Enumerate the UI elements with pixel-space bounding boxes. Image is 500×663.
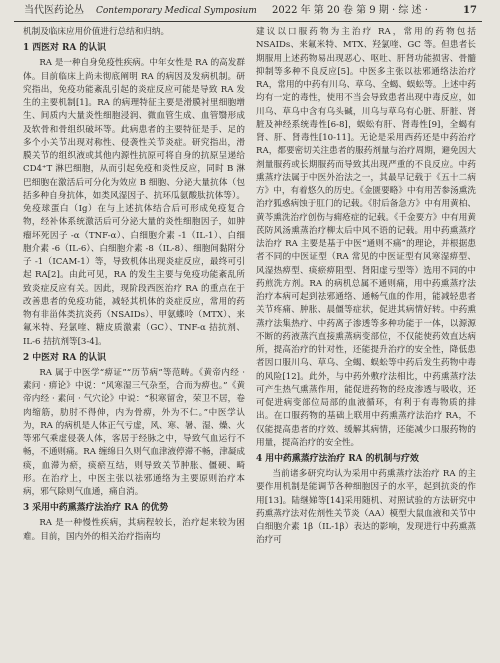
right-column <box>256 26 476 548</box>
journal-name: 当代医药论丛 <box>24 5 84 16</box>
section-4-paragraph: 当前诸多研究均认为采用中药熏蒸疗法治疗 RA 的主要作用机制是能调节各种细胞因子的水平，起到抗炎的作用[13]。陆继娣等[14]采用随机、对照试验的方法研究中药熏蒸疗法对佐剂性关节炎（AA）模型大鼠血液和关节中白细胞介素 1β（IL-1β）表达的影响，发现进行中药熏蒸治疗可 <box>256 469 476 546</box>
page-number: 17 <box>463 5 477 16</box>
section-4-title: 4 用中药熏蒸疗法治疗 RA 的机制与疗效 <box>256 454 419 464</box>
section-1-paragraph: RA 是一种自身免疫性疾病。中年女性是 RA 的高发群体。目前临床上尚未彻底阐明 RA 的病因及发病机制。研究指出，免疫功能紊乱引起的炎症反应可能是导致 RA 发生的主要机制[1]。RA 的病理特征主要是滑膜衬里细胞增生、间质内大量炎性细胞浸润、微血管生成、血管翳形成及软骨和骨组织破坏等。此病患者的主要特征是手、足的多个小关节出现对称性、侵袭性关节炎症。研究指出，滑膜关节的组织液或其他内源性抗原可将自身的抗原呈递给 CD4⁺T 淋巴细胞，从而引起免疫和炎性反应，同时 B 淋巴细胞在激活后可分化为效应 B 细胞、分泌大量抗体（包括多种自身抗体，如类风湿因子、抗环瓜氨酸肽抗体等）。免疫球蛋白（Ig）在与上述抗体结合后可形成免疫复合物，经补体系统激活后可分泌大量的炎性细胞因子，如肿瘤坏死因子 -α（TNF-α）、白细胞介素 -1（IL-1）、白细胞介素 -6（IL-6）、白细胞介素 -8（IL-8）、细胞间黏附分子 -1（ICAM-1）等，导致机体出现炎症反应，最终可引起 RA[2]。由此可见，RA 的发生主要与免疫功能紊乱所致炎症反应有关。因此，现阶段西医治疗 RA 的重点在于改善患者的免疫功能，减轻其机体的炎症反应，常用的药物有非甾体类抗炎药（NSAIDs）、甲氨蝶呤（MTX）、来氟米特、羟氯喹、糖皮质激素（GC）、TNF-α 拮抗剂、IL-6 拮抗剂等[3-4]。 <box>23 58 245 347</box>
section-3-title: 3 采用中药熏蒸疗法治疗 RA 的优势 <box>23 503 169 514</box>
section-2-title: 2 中医对 RA 的认识 <box>23 352 106 363</box>
section-3-continued-paragraph: 建议以口服药物为主治疗 RA，常用的药物包括 NSAIDs、来氟米特、MTX、羟氯喹、GC 等。但患者长期服用上述药物易出现恶心、呕吐、肝肾功能损害、骨髓抑制等多种不良反应[5]。中医多主张以祛邪通络法治疗 RA，常用的中药有川乌、草乌、全蝎、蜈蚣等。上述中药均有一定的毒性，使用不当会导致患者出现中毒反应，如川乌、草乌中含有乌头碱，川乌与草乌有心脏、肝脏、肾脏及神经系统毒性[6-8]，蜈蚣有肝、肾毒性[9]，全蝎有肾、肝、肾毒性[10-11]。无论是采用西药还是中药治疗 RA，都要密切关注患者的服药剂量与治疗周期，避免因大剂量服药或长期服药而导致其出现严重的不良反应。中药熏蒸疗法属于中医外治法之一，其最早记载于《五十二病方》中，有着悠久的历史。《金匮要略》中有用苦参汤熏洗治疗狐惑病蚀于肛门的记载。《肘后备急方》中有用黄柏、黄芩熏洗治疗创伤与痈疮症的记载。《千金要方》中有用黄芪防风汤熏蒸治疗柳太后中风不语的记载。用中药熏蒸疗法治疗 RA 主要是基于中医“通则不痛”的理论，并根据患者不同的中医证型（RA 常见的中医证型有风寒湿痹型、风湿热痹型、痰瘀痹阻型、肾阳虚亏型等）选用不同的中药煎洗方剂。RA 的病机总属不通则痛，用中药熏蒸疗法治疗本病可起到祛邪通络、通畅气血的作用，能减轻患者关节疼痛、肿胀、晨僵等症状，促进其病情好转。中药熏蒸疗法集热疗、中药离子渗透等多种功能于一体，以源源不断的药液蒸汽直接熏蒸病变部位，不仅能使药效直达病所，提高治疗的针对性，还能提升治疗的安全性，降低患者因口服川乌、草乌、全蝎、蜈蚣等中药后发生药物中毒的风险[12]。此外，与中药外敷疗法相比，中药熏蒸疗法可产生热气熏蒸作用，能促进药物的经皮渗透与吸收，还可促进病变部位局部的血液循环，有利于有毒物质的排出。在口服药物的基础上联用中药熏蒸疗法治疗 RA，不仅能提高患者的疗效、缓解其病情，还能减少口服药物的用量，提高治疗的安全性。 <box>256 27 476 448</box>
header-rule <box>14 21 482 22</box>
section-1-title: 1 西医对 RA 的认识 <box>23 43 106 54</box>
page-header <box>0 0 500 22</box>
issue-info: 2022 年 第 20 卷 第 9 期 <box>272 5 389 16</box>
section-2-paragraph: RA 属于中医学“痹证”“历节病”等范畴。《黄帝内经 · 素问 · 痹论》中说：“风寒湿三气杂至，合而为痹也。”《黄帝内经 · 素问 · 气穴论》中说：“积寒留舍，荣卫不居，卷肉缩筋，肋肘不得伸，内为骨痹，外为不仁。”中医学认为，RA 的病机是人体正气亏虚，风、寒、暑、湿、燥、火等邪气乘虚侵袭人体，客居于经脉之中，导致气血运行不畅，不通则痛。RA 缠绵日久则气血津液停滞不畅，津凝成痰，血滞为瘀，痰瘀互结，则导致关节肿胀、僵硬、畸形。在治疗上，中医主张以祛邪通络为主要原则治疗本病，邪气除则气血通，痛自消。 <box>23 367 245 497</box>
intro-line: 机制及临床应用价值进行总结和归纳。 <box>23 27 170 37</box>
section-label: · 综 述 · <box>392 5 428 16</box>
left-column <box>23 26 245 544</box>
section-3-paragraph: RA 是一种慢性疾病，其病程较长，治疗起来较为困难。目前，国内外的相关治疗指南均 <box>23 518 245 542</box>
journal-english-name: Contemporary Medical Symposium <box>96 6 257 16</box>
